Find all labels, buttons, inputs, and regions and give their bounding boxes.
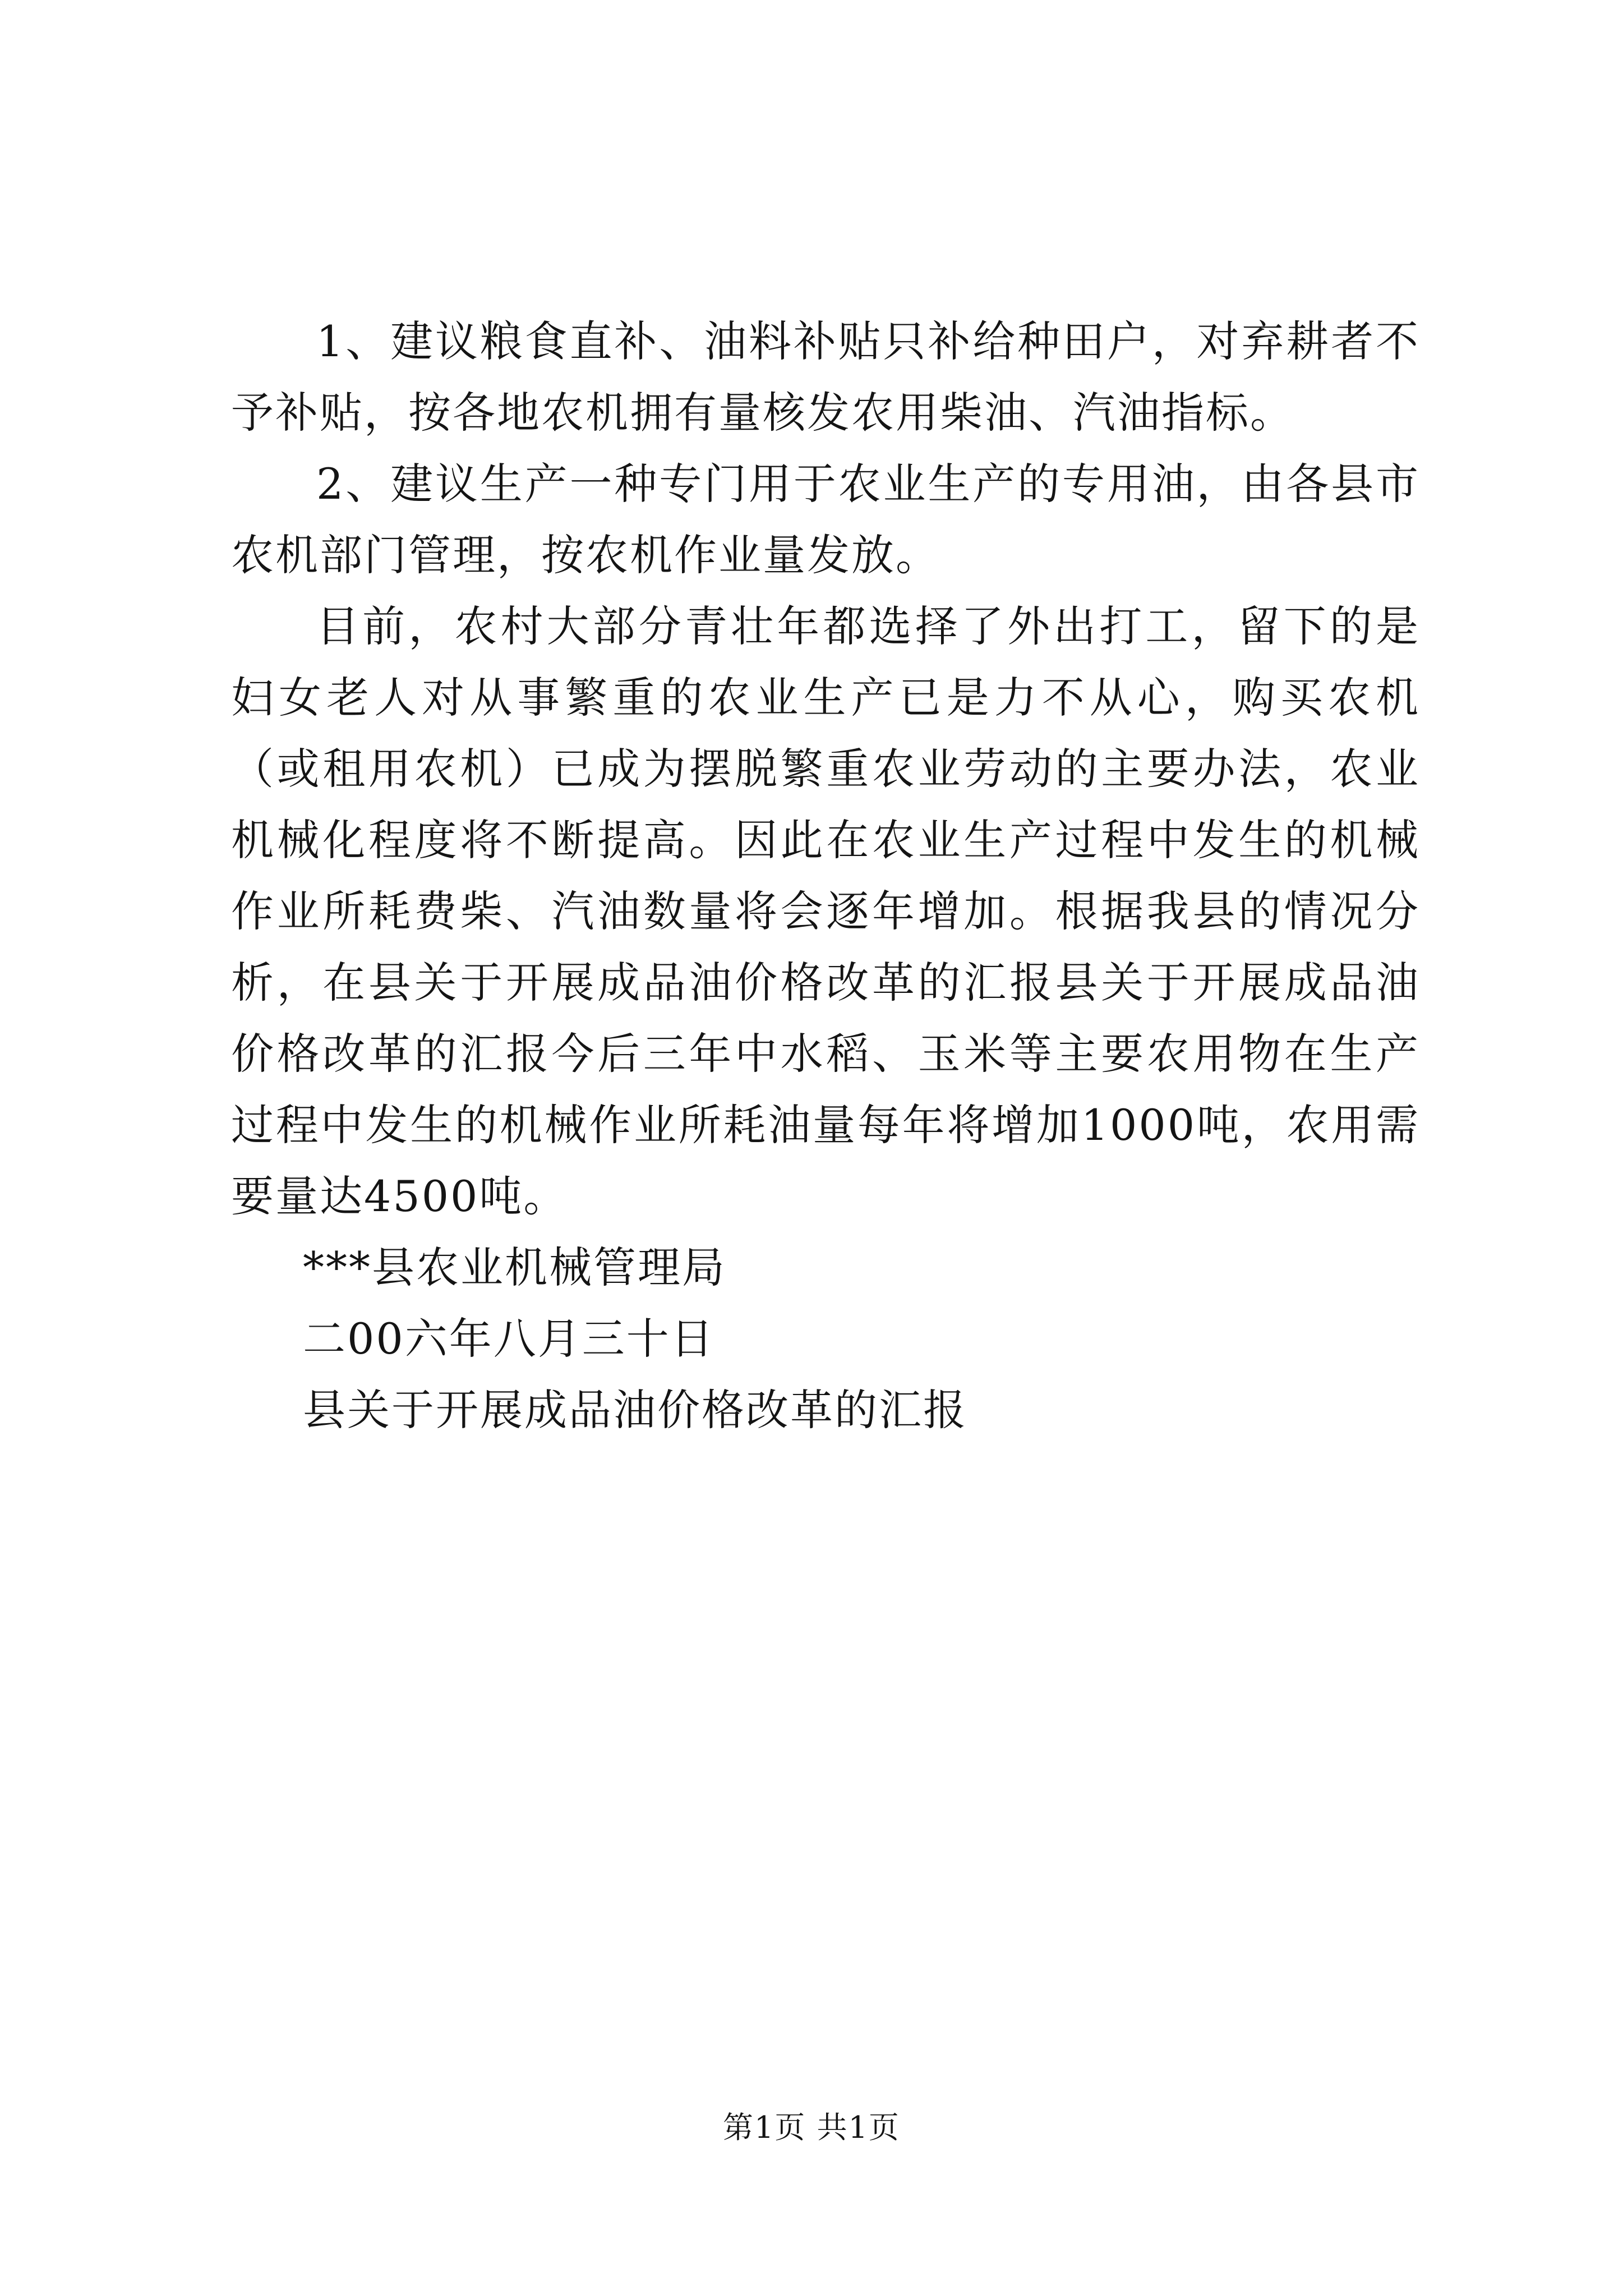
signature-date: 二00六年八月三十日 <box>303 1314 715 1364</box>
paragraph-analysis: 目前，农村大部分青壮年都选择了外出打工，留下的是妇女老人对从事繁重的农业生产已是力不从心，购买农机（或租用农机）已成为摆脱繁重农业劳动的主要办法，农业机械化程度将不断提高。因此在农业生产过程中发生的机械作业所耗费柴、汽油数量将会逐年增加。根据我县的情况分析，在县关于开展成品油价格改革的汇报县关于开展成品油价格改革的汇报今后三年中水稻、玉米等主要农用物在生产过程中发生的机械作业所耗油量每年将增加1000吨，农用需要量达4500吨。 <box>231 601 1420 1221</box>
document-body <box>231 306 1420 1446</box>
paragraph-suggestion-1: 1、建议粮食直补、油料补贴只补给种田户，对弃耕者不予补贴，按各地农机拥有量核发农用柴油、汽油指标。 <box>231 316 1420 438</box>
page-footer: 第1页 共1页 <box>723 2110 900 2145</box>
signature-organization: ***县农业机械管理局 <box>303 1243 726 1292</box>
document-title-line: 县关于开展成品油价格改革的汇报 <box>303 1385 967 1435</box>
paragraph-suggestion-2: 2、建议生产一种专门用于农业生产的专用油，由各县市农机部门管理，按农机作业量发放。 <box>231 459 1420 580</box>
